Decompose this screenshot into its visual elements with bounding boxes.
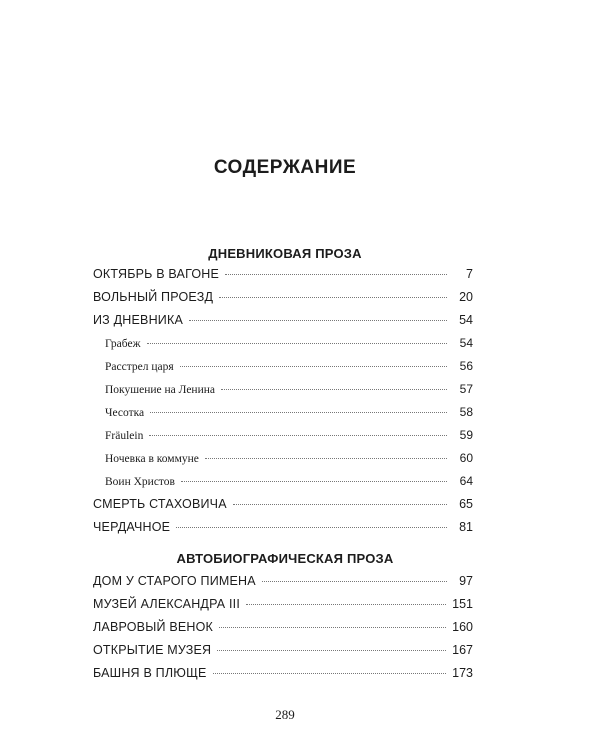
- toc-entry-page: 81: [459, 520, 473, 534]
- toc-subentry-title: Покушение на Ленина: [105, 384, 216, 396]
- toc-entry-page: 20: [459, 290, 473, 304]
- toc-subentry-page: 57: [459, 382, 473, 396]
- toc-entry: [93, 643, 473, 666]
- dot-leader: [233, 504, 447, 505]
- toc-entry-title: ЛАВРОВЫЙ ВЕНОК: [93, 620, 214, 634]
- toc-entry-title: ОКТЯБРЬ В ВАГОНЕ: [93, 267, 220, 281]
- dot-leader: [219, 627, 446, 628]
- toc-entry-title: БАШНЯ В ПЛЮЩЕ: [93, 666, 207, 680]
- toc-entry-title: СМЕРТЬ СТАХОВИЧА: [93, 497, 227, 511]
- toc-entry-title: ОТКРЫТИЕ МУЗЕЯ: [93, 643, 212, 657]
- toc-entry-title: ДОМ У СТАРОГО ПИМЕНА: [93, 574, 256, 588]
- dot-leader: [181, 481, 447, 482]
- toc-entry-title: ВОЛЬНЫЙ ПРОЕЗД: [93, 290, 214, 304]
- toc-list-autobiographical-prose: [93, 574, 473, 689]
- dot-leader: [246, 604, 446, 605]
- toc-entry-page: 97: [459, 574, 473, 588]
- toc-subentry-page: 64: [459, 474, 473, 488]
- toc-subentry-title: Чесотка: [105, 407, 145, 419]
- dot-leader: [219, 297, 447, 298]
- toc-subentry: [93, 428, 473, 451]
- toc-entry: [93, 597, 473, 620]
- toc-entry-page: 167: [452, 643, 473, 657]
- toc-entry: [93, 290, 473, 313]
- toc-list-diary-prose: [93, 267, 473, 543]
- page-number: 289: [275, 707, 295, 722]
- dot-leader: [213, 673, 447, 674]
- toc-entry-page: 7: [466, 267, 473, 281]
- toc-entry-page: 151: [452, 597, 473, 611]
- toc-entry: [93, 267, 473, 290]
- toc-subentry: [93, 474, 473, 497]
- dot-leader: [189, 320, 447, 321]
- dot-leader: [225, 274, 447, 275]
- toc-subentry-page: 56: [459, 359, 473, 373]
- toc-subentry: [93, 336, 473, 359]
- toc-entry-title: ИЗ ДНЕВНИКА: [93, 313, 184, 327]
- section-heading-autobiographical-prose: АВТОБИОГРАФИЧЕСКАЯ ПРОЗА: [176, 551, 394, 566]
- dot-leader: [176, 527, 447, 528]
- toc-subentry-title: Fräulein: [105, 430, 144, 442]
- page-title: СОДЕРЖАНИЕ: [213, 157, 357, 178]
- toc-entry-page: 54: [459, 313, 473, 327]
- toc-subentry-page: 59: [459, 428, 473, 442]
- toc-entry-page: 65: [459, 497, 473, 511]
- toc-subentry: [93, 405, 473, 428]
- toc-entry-title: МУЗЕЙ АЛЕКСАНДРА III: [93, 597, 241, 611]
- toc-entry: [93, 313, 473, 336]
- toc-subentry-title: Ночевка в коммуне: [105, 453, 199, 465]
- dot-leader: [205, 458, 447, 459]
- toc-entry-page: 160: [452, 620, 473, 634]
- toc-subentry-title: Воин Христов: [105, 476, 175, 488]
- toc-subentry-page: 54: [459, 336, 473, 350]
- section-heading-diary-prose: ДНЕВНИКОВАЯ ПРОЗА: [208, 246, 362, 261]
- toc-entry: [93, 574, 473, 597]
- toc-entry: [93, 497, 473, 520]
- toc-entry: [93, 666, 473, 689]
- dot-leader: [147, 343, 447, 344]
- toc-entry: [93, 520, 473, 543]
- dot-leader: [262, 581, 447, 582]
- toc-subentry-title: Расстрел царя: [105, 361, 174, 373]
- dot-leader: [149, 435, 447, 436]
- toc-subentry-page: 60: [459, 451, 473, 465]
- toc-entry: [93, 620, 473, 643]
- toc-subentry: [93, 451, 473, 474]
- toc-subentry: [93, 382, 473, 405]
- toc-subentry-title: Грабеж: [105, 338, 141, 350]
- dot-leader: [221, 389, 447, 390]
- dot-leader: [150, 412, 447, 413]
- dot-leader: [180, 366, 447, 367]
- toc-entry-page: 173: [452, 666, 473, 680]
- dot-leader: [217, 650, 446, 651]
- toc-subentry: [93, 359, 473, 382]
- toc-subentry-page: 58: [459, 405, 473, 419]
- toc-entry-title: ЧЕРДАЧНОЕ: [93, 520, 171, 534]
